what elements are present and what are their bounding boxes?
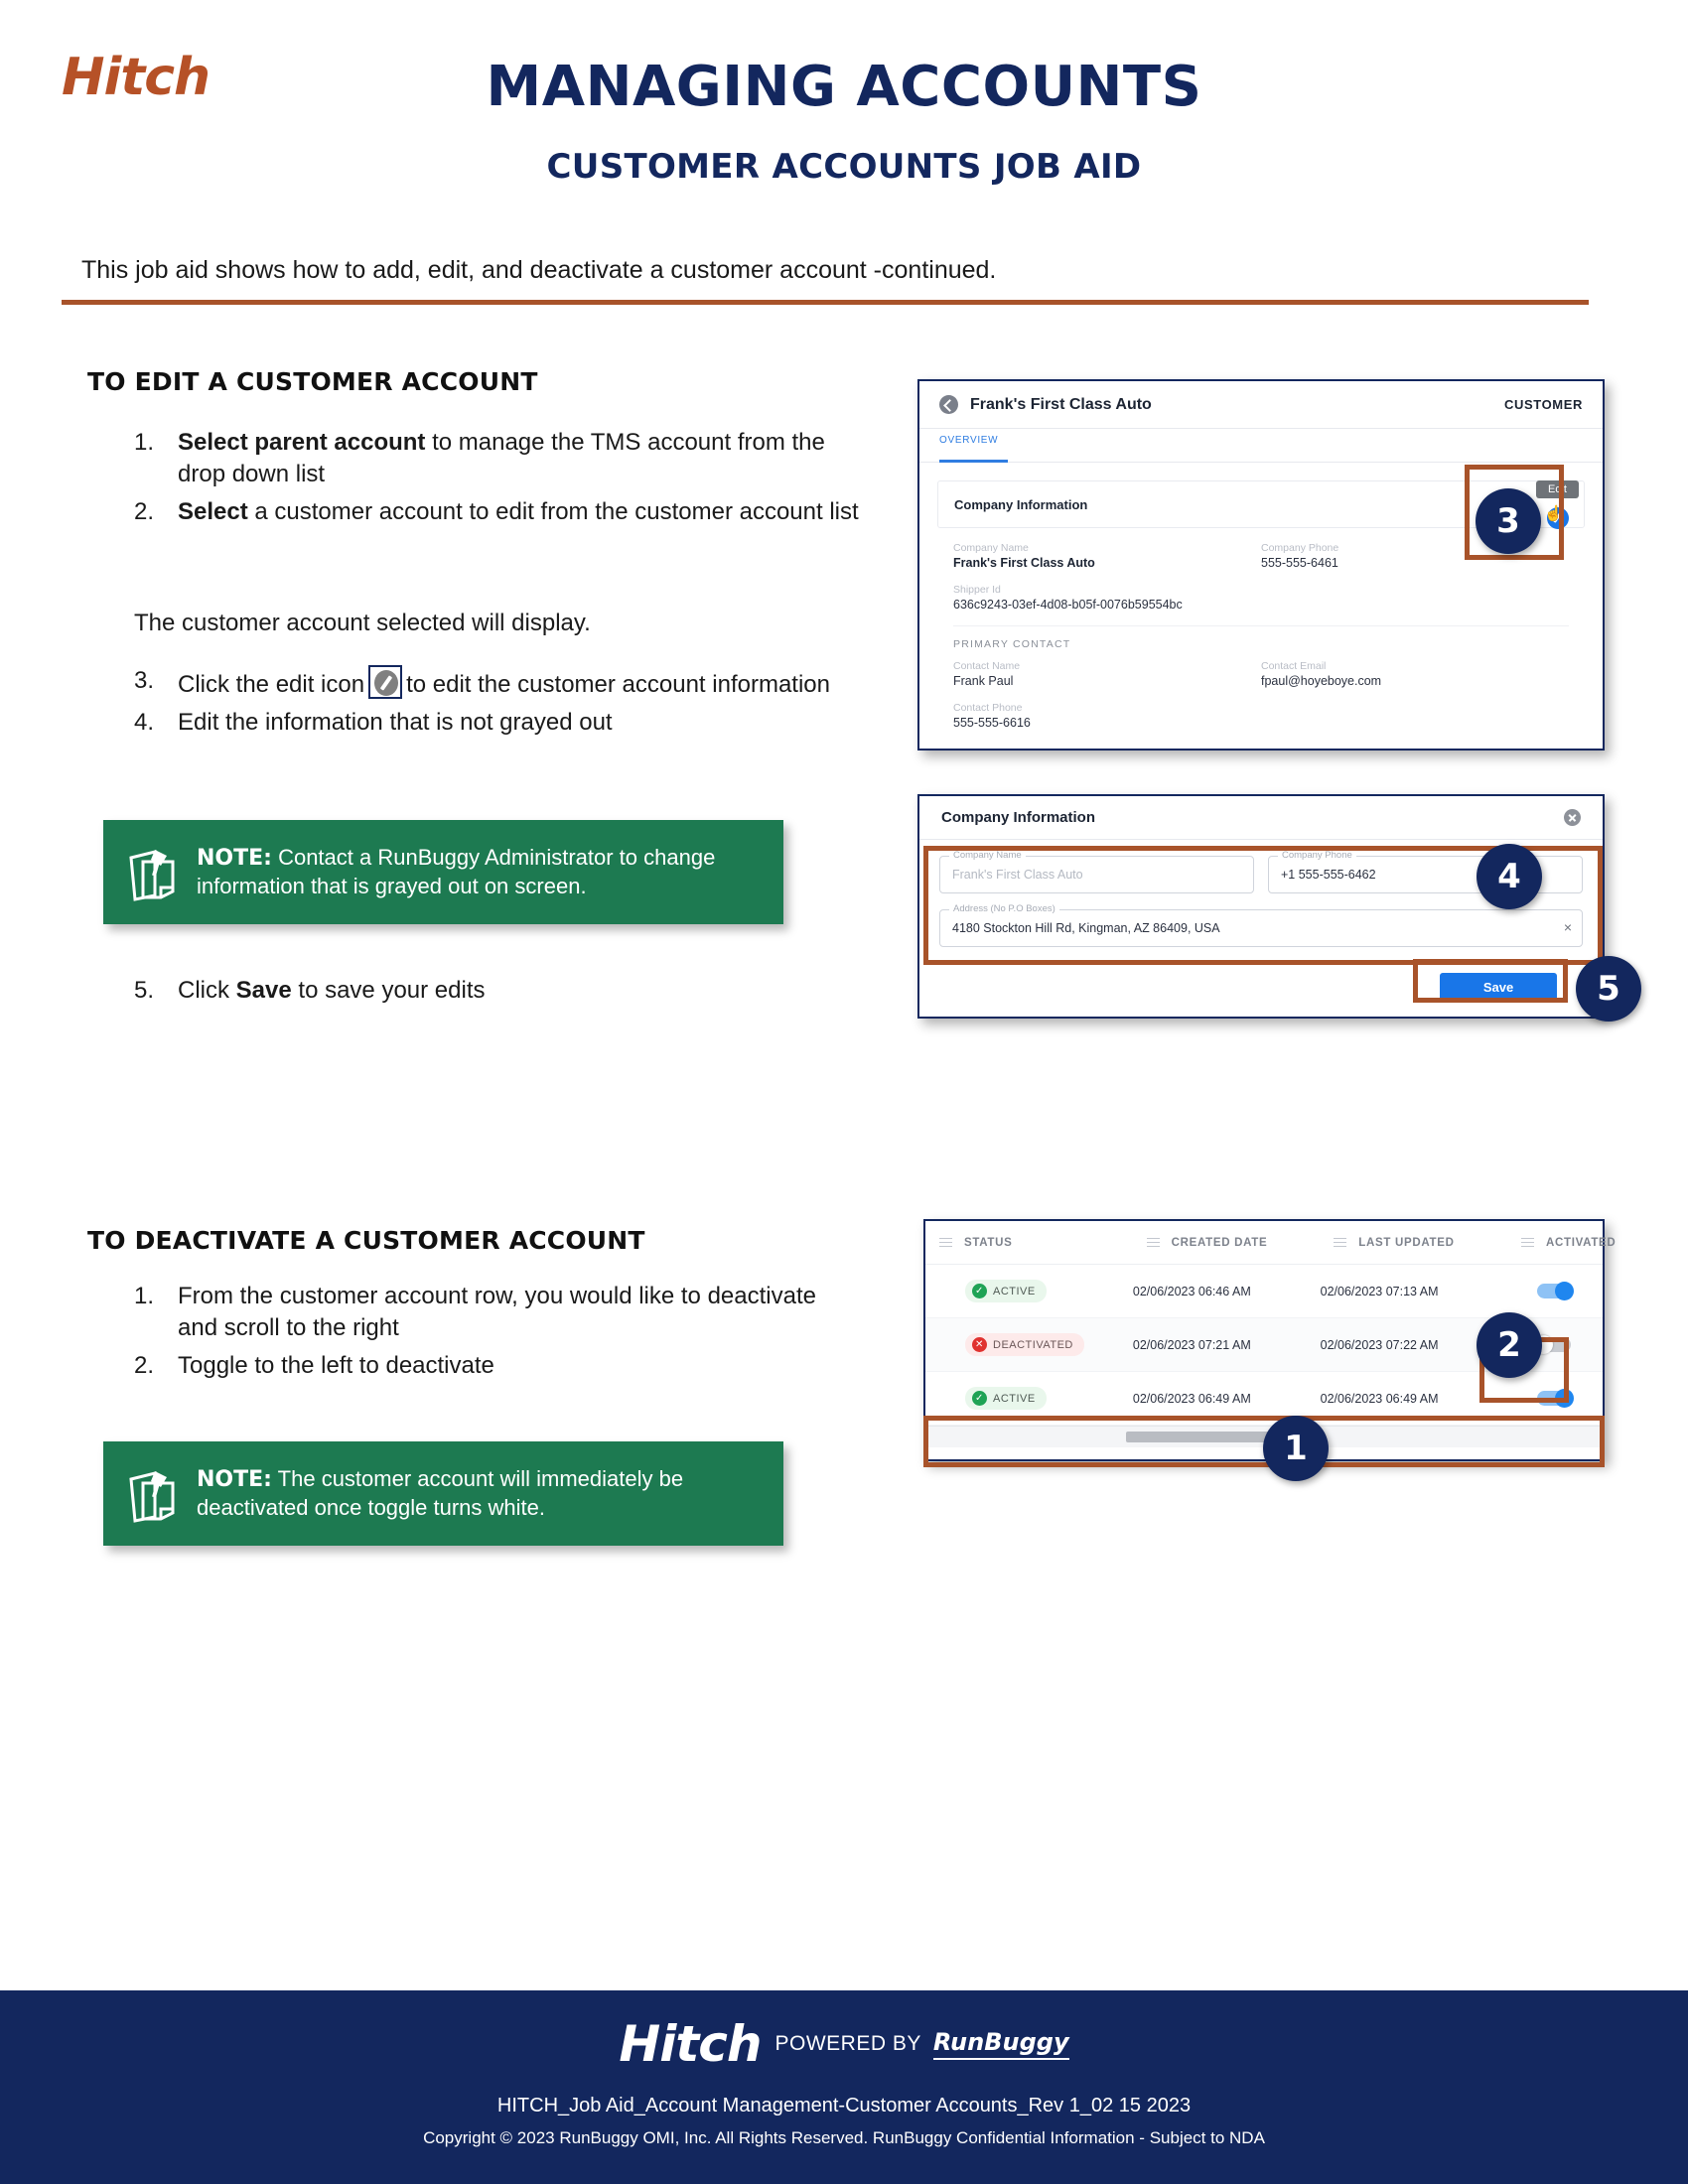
tab-overview[interactable]: OVERVIEW bbox=[939, 429, 1008, 463]
dialog-header bbox=[919, 796, 1603, 840]
cell-status bbox=[925, 1387, 1133, 1410]
clear-icon[interactable]: × bbox=[1563, 919, 1572, 935]
input-value: Frank's First Class Auto bbox=[952, 868, 1083, 882]
field-label: Contact Phone bbox=[953, 702, 1023, 714]
step-text bbox=[178, 975, 859, 1007]
footer-powered-by-label: POWERED BY bbox=[774, 2032, 921, 2055]
step-emphasis: Select parent account bbox=[178, 429, 426, 456]
cursor-pointer-icon: ☝ bbox=[1544, 505, 1563, 522]
edit-pencil-icon bbox=[368, 665, 402, 699]
field-contact-name bbox=[953, 660, 1261, 688]
footer-document-id: HITCH_Job Aid_Account Management-Customer Accounts_Rev 1_02 15 2023 bbox=[496, 2095, 1192, 2116]
field-value: Frank Paul bbox=[953, 674, 1014, 688]
list-item bbox=[134, 665, 859, 701]
note-body: Contact a RunBuggy Administrator to change information that is grayed out on screen. bbox=[197, 844, 716, 898]
step-text bbox=[178, 427, 859, 490]
callout-2: 2 bbox=[1477, 1312, 1542, 1378]
footer-brand bbox=[0, 1990, 1688, 2073]
step5-prefix: Click bbox=[178, 977, 236, 1004]
step-rest: to manage the TMS account from the drop down list bbox=[178, 429, 825, 487]
field-contact-email bbox=[1261, 660, 1569, 688]
page-subtitle: CUSTOMER ACCOUNTS JOB AID bbox=[546, 147, 1142, 187]
cell-created-date: 02/06/2023 07:21 AM bbox=[1132, 1337, 1251, 1352]
activated-toggle[interactable] bbox=[1537, 1284, 1571, 1298]
cell-last-updated: 02/06/2023 06:49 AM bbox=[1320, 1391, 1439, 1406]
intro-text: This job aid shows how to add, edit, and deactivate a customer account -continued. bbox=[81, 256, 997, 284]
screenshot-account-overview bbox=[917, 379, 1605, 751]
field-label: Shipper Id bbox=[953, 584, 1001, 596]
field-value: fpaul@hoyeboye.com bbox=[1261, 674, 1382, 688]
account-name: Frank's First Class Auto bbox=[970, 395, 1152, 413]
edit-steps-list-b bbox=[134, 665, 859, 745]
table-header-row bbox=[925, 1221, 1617, 1265]
cell-created-date: 02/06/2023 06:46 AM bbox=[1132, 1284, 1251, 1298]
step3-suffix: to edit the customer account information bbox=[406, 671, 830, 698]
section-heading-deactivate: TO DEACTIVATE A CUSTOMER ACCOUNT bbox=[87, 1226, 645, 1255]
list-item bbox=[134, 1350, 859, 1382]
close-icon[interactable] bbox=[1564, 809, 1581, 826]
cell-created-date: 02/06/2023 06:49 AM bbox=[1132, 1391, 1251, 1406]
dialog-title: Company Information bbox=[941, 809, 1096, 826]
cell-status bbox=[925, 1333, 1133, 1356]
field-value: 636c9243-03ef-4d08-b05f-0076b59554bc bbox=[953, 598, 1183, 612]
cell-activated bbox=[1507, 1284, 1603, 1298]
step3-prefix: Click the edit icon bbox=[178, 671, 365, 698]
step5-emphasis: Save bbox=[235, 977, 292, 1004]
account-type-label: CUSTOMER bbox=[1504, 397, 1583, 412]
cell-last-updated: 02/06/2023 07:13 AM bbox=[1320, 1284, 1439, 1298]
column-header-activated[interactable] bbox=[1507, 1235, 1617, 1249]
column-menu-icon[interactable] bbox=[1147, 1235, 1160, 1249]
page-title: MANAGING ACCOUNTS bbox=[486, 55, 1202, 119]
note-box-deactivation bbox=[103, 1441, 783, 1546]
field-contact-phone bbox=[953, 702, 1261, 730]
edit-steps-list-c bbox=[134, 975, 859, 1013]
footer-hitch-logo: Hitch bbox=[619, 2015, 762, 2073]
callout-5: 5 bbox=[1576, 956, 1641, 1022]
step-rest: a customer account to edit from the customer account list bbox=[247, 497, 859, 525]
section-heading-edit: TO EDIT A CUSTOMER ACCOUNT bbox=[87, 367, 538, 396]
status-x-icon: ✕ bbox=[972, 1337, 987, 1352]
list-item bbox=[134, 707, 859, 739]
field-row bbox=[953, 584, 1569, 612]
cell-last-updated: 02/06/2023 07:22 AM bbox=[1320, 1337, 1439, 1352]
step-number: 5. bbox=[134, 977, 155, 1004]
status-check-icon: ✓ bbox=[972, 1284, 987, 1298]
hitch-logo-text: Hitch bbox=[62, 48, 211, 107]
status-label: DEACTIVATED bbox=[993, 1338, 1073, 1351]
status-label: ACTIVE bbox=[993, 1392, 1036, 1405]
field-value: Frank's First Class Auto bbox=[953, 556, 1095, 570]
column-label: ACTIVATED bbox=[1546, 1236, 1617, 1249]
tab-bar bbox=[919, 429, 1603, 463]
field-company-name bbox=[953, 542, 1261, 570]
input-legend: Company Name bbox=[949, 850, 1026, 861]
page-footer bbox=[0, 1990, 1688, 2184]
status-badge bbox=[965, 1333, 1084, 1356]
company-information-card-title: Company Information bbox=[937, 480, 1585, 528]
step-number: 2. bbox=[134, 497, 155, 525]
deactivate-steps-list bbox=[134, 1281, 859, 1388]
primary-contact-section-label: PRIMARY CONTACT bbox=[953, 625, 1569, 650]
input-value: 4180 Stockton Hill Rd, Kingman, AZ 86409, USA bbox=[952, 921, 1220, 935]
table-row[interactable] bbox=[925, 1265, 1603, 1318]
callout-4: 4 bbox=[1477, 844, 1542, 909]
step-number: 4. bbox=[134, 708, 155, 736]
step-number: 3. bbox=[134, 667, 155, 694]
note-label: NOTE: bbox=[197, 845, 272, 871]
step-number: 1. bbox=[134, 429, 155, 456]
footer-copyright: Copyright © 2023 RunBuggy OMI, Inc. All Rights Reserved. RunBuggy Confidential Information - Subject to NDA bbox=[423, 2128, 1265, 2147]
column-header-status[interactable] bbox=[925, 1235, 1133, 1249]
note-label: NOTE: bbox=[197, 1466, 272, 1492]
input-legend: Company Phone bbox=[1278, 850, 1356, 861]
step-number: 1. bbox=[134, 1283, 155, 1309]
column-label: STATUS bbox=[964, 1236, 1013, 1249]
callout-3: 3 bbox=[1476, 488, 1541, 554]
step-text bbox=[178, 665, 859, 701]
column-header-created-date[interactable] bbox=[1133, 1235, 1321, 1249]
pinned-note-icon bbox=[121, 1461, 187, 1527]
column-menu-icon[interactable] bbox=[1334, 1235, 1346, 1249]
list-item bbox=[134, 427, 859, 490]
field-shipper-id bbox=[953, 584, 1569, 612]
note-text bbox=[197, 1465, 766, 1522]
step-number: 2. bbox=[134, 1351, 155, 1379]
field-value: 555-555-6461 bbox=[1261, 556, 1338, 570]
status-label: ACTIVE bbox=[993, 1285, 1036, 1297]
step-emphasis: Select bbox=[178, 497, 248, 525]
field-row bbox=[953, 660, 1569, 688]
input-legend: Address (No P.O Boxes) bbox=[949, 903, 1059, 914]
step-text bbox=[178, 496, 859, 528]
cell-status bbox=[925, 1280, 1133, 1302]
column-menu-icon[interactable] bbox=[939, 1235, 952, 1249]
step-text: Edit the information that is not grayed out bbox=[178, 708, 613, 736]
note-body: The customer account will immediately be deactivated once toggle turns white. bbox=[197, 1465, 684, 1520]
step-text: Toggle to the left to deactivate bbox=[178, 1351, 494, 1379]
column-label: LAST UPDATED bbox=[1358, 1236, 1455, 1249]
column-header-last-updated[interactable] bbox=[1320, 1235, 1507, 1249]
field-label: Contact Name bbox=[953, 660, 1021, 672]
step5-suffix: to save your edits bbox=[291, 977, 486, 1004]
column-label: CREATED DATE bbox=[1171, 1236, 1268, 1249]
note-box-grayed-info bbox=[103, 820, 783, 924]
edit-steps-list-a bbox=[134, 427, 859, 534]
list-item bbox=[134, 496, 859, 528]
edit-tooltip: Edit bbox=[1536, 480, 1579, 498]
field-label: Contact Email bbox=[1261, 660, 1327, 672]
back-arrow-icon[interactable] bbox=[939, 395, 958, 414]
save-button[interactable]: Save bbox=[1440, 973, 1557, 1002]
runbuggy-logo: RunBuggy bbox=[933, 2028, 1069, 2060]
callout-1: 1 bbox=[1263, 1416, 1329, 1481]
screenshot-header bbox=[919, 381, 1603, 429]
column-menu-icon[interactable] bbox=[1521, 1235, 1534, 1249]
field-label: Company Name bbox=[953, 542, 1029, 554]
note-text bbox=[197, 844, 766, 900]
highlight-box-save-button bbox=[1413, 959, 1568, 1003]
field-label: Company Phone bbox=[1261, 542, 1339, 554]
list-item bbox=[134, 975, 859, 1007]
field-row bbox=[953, 702, 1569, 730]
step-text: From the customer account row, you would like to deactivate and scroll to the right bbox=[178, 1283, 816, 1341]
status-check-icon: ✓ bbox=[972, 1391, 987, 1406]
field-value: 555-555-6616 bbox=[953, 716, 1031, 730]
display-paragraph: The customer account selected will display. bbox=[134, 610, 591, 636]
status-badge bbox=[965, 1387, 1047, 1410]
list-item bbox=[134, 1281, 859, 1344]
input-value: +1 555-555-6462 bbox=[1281, 868, 1376, 882]
status-badge bbox=[965, 1280, 1047, 1302]
header-divider bbox=[62, 300, 1589, 305]
pinned-note-icon bbox=[121, 840, 187, 905]
